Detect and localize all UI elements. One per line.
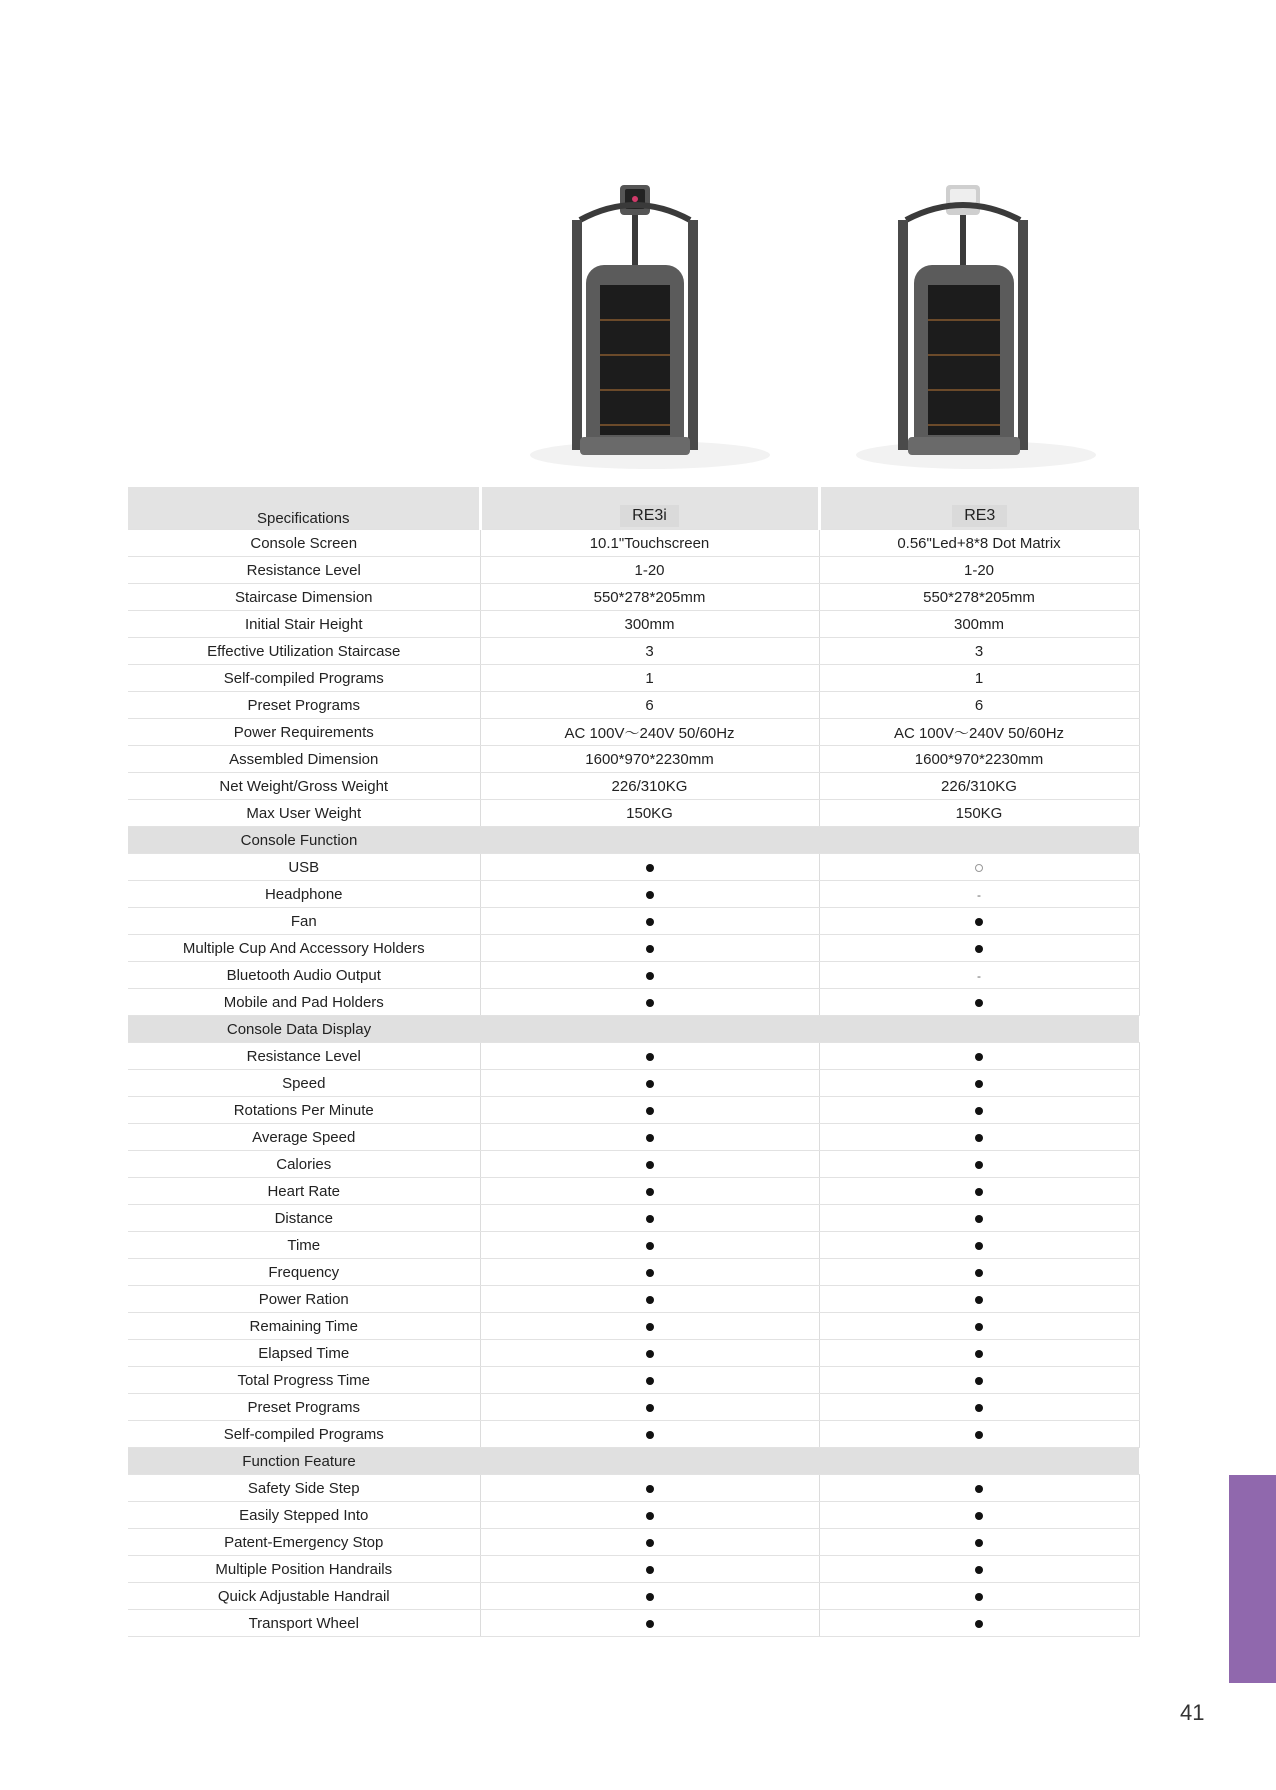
table-row	[128, 1124, 1139, 1151]
spec-value: 550*278*205mm	[480, 584, 819, 611]
spec-value: 550*278*205mm	[819, 584, 1139, 611]
table-row	[128, 530, 1139, 557]
filled-dot-icon	[646, 891, 654, 899]
table-row	[128, 1340, 1139, 1367]
spec-label: USB	[128, 854, 480, 881]
filled-dot-icon	[646, 1377, 654, 1385]
spec-label: Mobile and Pad Holders	[128, 989, 480, 1016]
spec-label: Safety Side Step	[128, 1475, 480, 1502]
table-row	[128, 908, 1139, 935]
header-model-re3: RE3	[952, 505, 1007, 527]
filled-dot-icon	[646, 918, 654, 926]
spec-value: 1600*970*2230mm	[480, 746, 819, 773]
filled-dot-icon	[975, 1539, 983, 1547]
filled-dot-icon	[975, 1431, 983, 1439]
spec-value: 150KG	[819, 800, 1139, 827]
filled-dot-icon	[646, 1188, 654, 1196]
table-row	[128, 1043, 1139, 1070]
filled-dot-icon	[975, 1296, 983, 1304]
page-number: 41	[1180, 1700, 1205, 1725]
spec-label: Easily Stepped Into	[128, 1502, 480, 1529]
filled-dot-icon	[646, 1296, 654, 1304]
hollow-circle-icon	[975, 864, 983, 872]
purple-side-tab	[1229, 1475, 1276, 1683]
filled-dot-icon	[646, 1512, 654, 1520]
spec-label: Time	[128, 1232, 480, 1259]
filled-dot-icon	[646, 1215, 654, 1223]
filled-dot-icon	[975, 1161, 983, 1169]
spec-value: 3	[819, 638, 1139, 665]
spec-value: 300mm	[480, 611, 819, 638]
spec-value: 1-20	[819, 557, 1139, 584]
table-row	[128, 1313, 1139, 1340]
filled-dot-icon	[646, 1566, 654, 1574]
table-row	[128, 1529, 1139, 1556]
filled-dot-icon	[975, 1242, 983, 1250]
spec-label: Effective Utilization Staircase	[128, 638, 480, 665]
table-row	[128, 962, 1139, 989]
table-row	[128, 1394, 1139, 1421]
spec-label: Preset Programs	[128, 692, 480, 719]
spec-value: AC 100V～240V 50/60Hz	[819, 719, 1139, 746]
table-row	[128, 665, 1139, 692]
spec-label: Resistance Level	[128, 557, 480, 584]
spec-value: AC 100V～240V 50/60Hz	[480, 719, 819, 746]
spec-value: 226/310KG	[480, 773, 819, 800]
header-model-re3i: RE3i	[620, 505, 679, 527]
table-row	[128, 1556, 1139, 1583]
filled-dot-icon	[646, 945, 654, 953]
table-row	[128, 719, 1139, 746]
filled-dot-icon	[646, 972, 654, 980]
spec-label: Average Speed	[128, 1124, 480, 1151]
section-title: Console Function	[128, 827, 480, 854]
spec-label: Max User Weight	[128, 800, 480, 827]
table-row	[128, 1286, 1139, 1313]
filled-dot-icon	[975, 1215, 983, 1223]
filled-dot-icon	[646, 1350, 654, 1358]
filled-dot-icon	[646, 1431, 654, 1439]
filled-dot-icon	[975, 1404, 983, 1412]
spec-label: Bluetooth Audio Output	[128, 962, 480, 989]
spec-label: Self-compiled Programs	[128, 1421, 480, 1448]
spec-value: 1600*970*2230mm	[819, 746, 1139, 773]
table-row	[128, 1583, 1139, 1610]
spec-label: Preset Programs	[128, 1394, 480, 1421]
spec-value: 3	[480, 638, 819, 665]
spec-label: Fan	[128, 908, 480, 935]
section-title: Function Feature	[128, 1448, 480, 1475]
table-row	[128, 611, 1139, 638]
spec-label: Resistance Level	[128, 1043, 480, 1070]
table-row	[128, 1232, 1139, 1259]
filled-dot-icon	[975, 945, 983, 953]
table-row	[128, 1610, 1139, 1637]
spec-label: Remaining Time	[128, 1313, 480, 1340]
product-images	[520, 175, 1080, 475]
table-row	[128, 989, 1139, 1016]
table-header-row	[128, 487, 1139, 530]
filled-dot-icon	[975, 1566, 983, 1574]
filled-dot-icon	[975, 1269, 983, 1277]
section-header-row	[128, 1016, 1139, 1043]
section-header-row	[128, 1448, 1139, 1475]
table-row	[128, 1178, 1139, 1205]
filled-dot-icon	[975, 1593, 983, 1601]
spec-label: Calories	[128, 1151, 480, 1178]
filled-dot-icon	[975, 1323, 983, 1331]
spec-label: Rotations Per Minute	[128, 1097, 480, 1124]
filled-dot-icon	[646, 1485, 654, 1493]
table-row	[128, 1097, 1139, 1124]
table-row	[128, 557, 1139, 584]
table-row	[128, 854, 1139, 881]
filled-dot-icon	[975, 1377, 983, 1385]
spec-label: Net Weight/Gross Weight	[128, 773, 480, 800]
filled-dot-icon	[975, 1350, 983, 1358]
spec-label: Multiple Cup And Accessory Holders	[128, 935, 480, 962]
spec-label: Console Screen	[128, 530, 480, 557]
spec-label: Self-compiled Programs	[128, 665, 480, 692]
filled-dot-icon	[975, 1620, 983, 1628]
spec-label: Transport Wheel	[128, 1610, 480, 1637]
filled-dot-icon	[975, 1188, 983, 1196]
section-title: Console Data Display	[128, 1016, 480, 1043]
filled-dot-icon	[975, 1080, 983, 1088]
table-row	[128, 692, 1139, 719]
filled-dot-icon	[646, 1242, 654, 1250]
filled-dot-icon	[646, 999, 654, 1007]
table-row	[128, 1151, 1139, 1178]
table-row	[128, 746, 1139, 773]
table-row	[128, 584, 1139, 611]
spec-label: Power Requirements	[128, 719, 480, 746]
spec-label: Multiple Position Handrails	[128, 1556, 480, 1583]
spec-value: 1-20	[480, 557, 819, 584]
spec-label: Initial Stair Height	[128, 611, 480, 638]
header-specifications: Specifications	[128, 487, 480, 530]
filled-dot-icon	[646, 1404, 654, 1412]
section-header-row	[128, 827, 1139, 854]
spec-label: Quick Adjustable Handrail	[128, 1583, 480, 1610]
specifications-table	[128, 487, 1140, 1637]
filled-dot-icon	[975, 918, 983, 926]
table-row	[128, 638, 1139, 665]
filled-dot-icon	[646, 864, 654, 872]
table-row	[128, 1205, 1139, 1232]
spec-label: Power Ration	[128, 1286, 480, 1313]
filled-dot-icon	[646, 1593, 654, 1601]
filled-dot-icon	[975, 1485, 983, 1493]
spec-value: 6	[480, 692, 819, 719]
filled-dot-icon	[646, 1539, 654, 1547]
spec-value: 1	[480, 665, 819, 692]
filled-dot-icon	[646, 1053, 654, 1061]
dash-icon: -	[977, 968, 981, 983]
spec-label: Patent-Emergency Stop	[128, 1529, 480, 1556]
filled-dot-icon	[646, 1323, 654, 1331]
filled-dot-icon	[646, 1161, 654, 1169]
table-row	[128, 935, 1139, 962]
spec-label: Frequency	[128, 1259, 480, 1286]
spec-value: 1	[819, 665, 1139, 692]
filled-dot-icon	[646, 1107, 654, 1115]
table-row	[128, 1259, 1139, 1286]
spec-label: Heart Rate	[128, 1178, 480, 1205]
spec-value: 300mm	[819, 611, 1139, 638]
filled-dot-icon	[646, 1620, 654, 1628]
table-row	[128, 1367, 1139, 1394]
dash-icon: -	[977, 887, 981, 902]
re3i-machine-image	[520, 175, 780, 475]
spec-label: Distance	[128, 1205, 480, 1232]
spec-label: Assembled Dimension	[128, 746, 480, 773]
spec-value: 10.1"Touchscreen	[480, 530, 819, 557]
spec-value: 150KG	[480, 800, 819, 827]
spec-value: 6	[819, 692, 1139, 719]
table-row	[128, 773, 1139, 800]
spec-label: Headphone	[128, 881, 480, 908]
filled-dot-icon	[975, 1512, 983, 1520]
spec-label: Staircase Dimension	[128, 584, 480, 611]
spec-label: Total Progress Time	[128, 1367, 480, 1394]
re3-machine-image	[846, 175, 1106, 475]
table-row	[128, 1475, 1139, 1502]
spec-value: 226/310KG	[819, 773, 1139, 800]
filled-dot-icon	[975, 1053, 983, 1061]
filled-dot-icon	[975, 1134, 983, 1142]
table-row	[128, 881, 1139, 908]
table-row	[128, 1421, 1139, 1448]
table-row	[128, 1070, 1139, 1097]
table-row	[128, 800, 1139, 827]
filled-dot-icon	[975, 1107, 983, 1115]
spec-label: Elapsed Time	[128, 1340, 480, 1367]
table-row	[128, 1502, 1139, 1529]
filled-dot-icon	[975, 999, 983, 1007]
spec-value: 0.56"Led+8*8 Dot Matrix	[819, 530, 1139, 557]
spec-label: Speed	[128, 1070, 480, 1097]
filled-dot-icon	[646, 1269, 654, 1277]
filled-dot-icon	[646, 1134, 654, 1142]
filled-dot-icon	[646, 1080, 654, 1088]
